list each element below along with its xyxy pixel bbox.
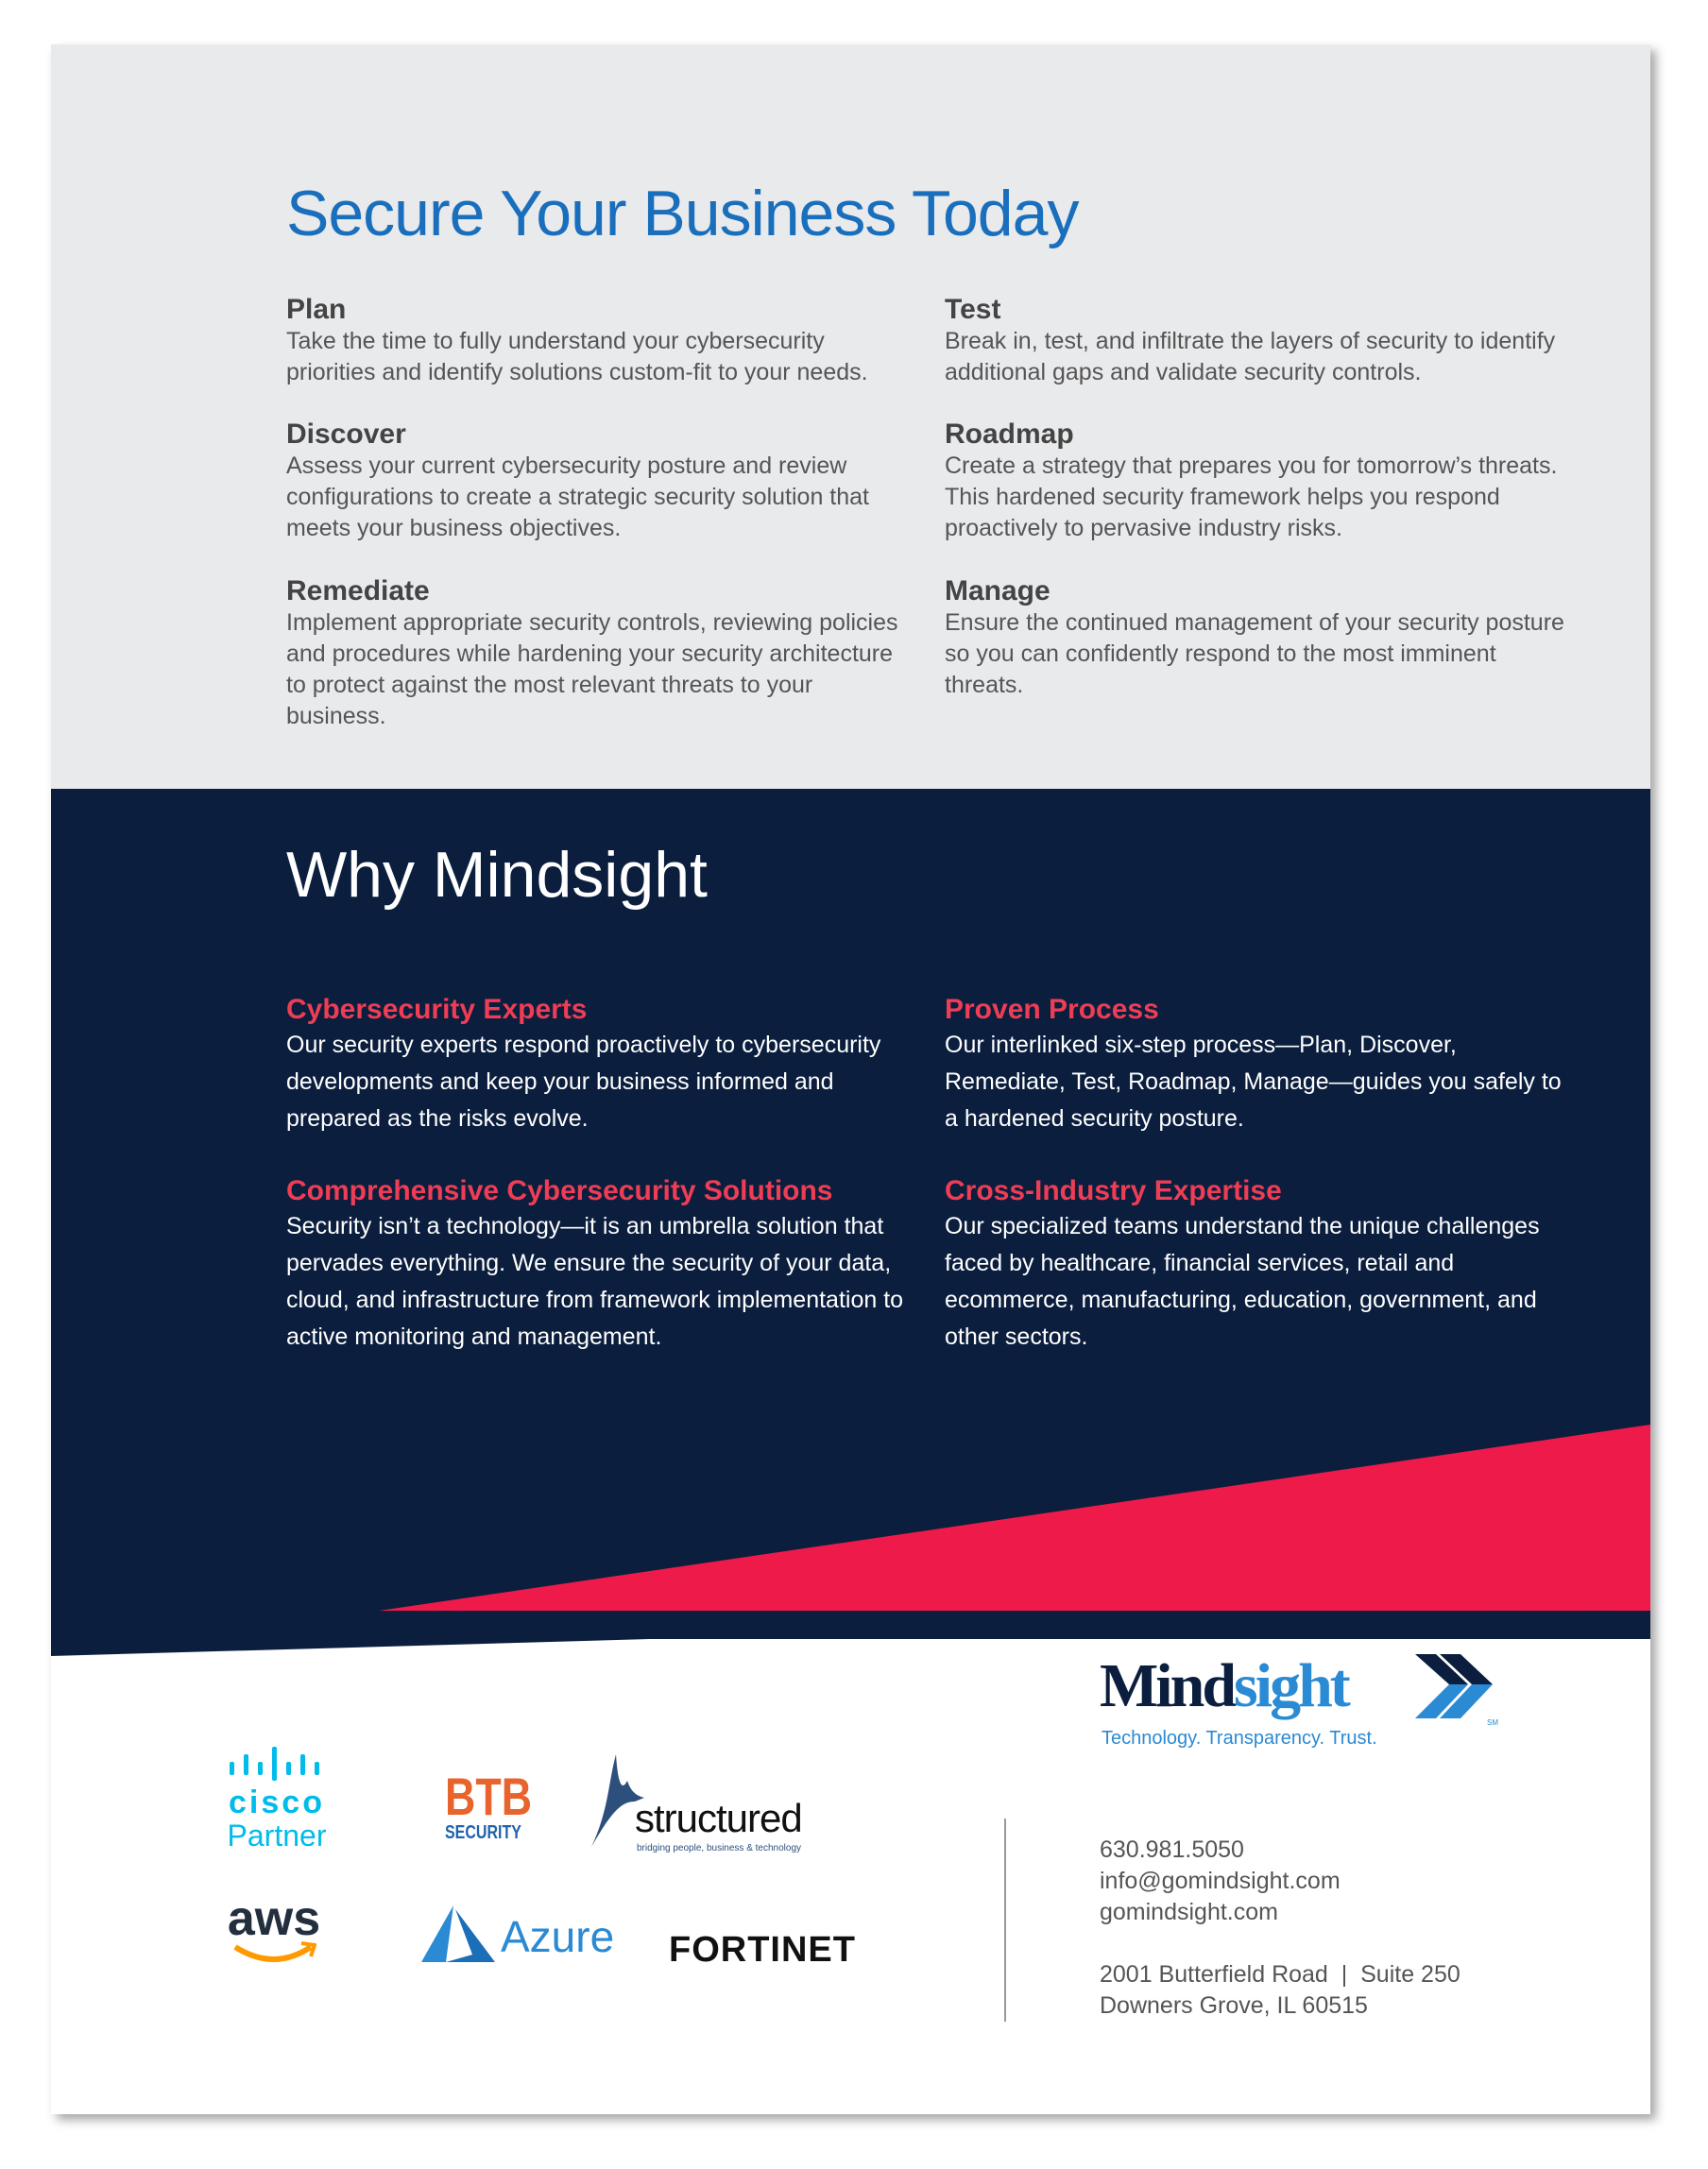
page-title: Secure Your Business Today [286, 178, 1079, 249]
contact-info [1100, 1835, 1460, 2022]
why-text: Security isn’t a technology—it is an umbrella solution that pervades everything. We ensure the security of your data, cloud, and infrastructure from framework implementation to active monitoring and management. [286, 1213, 904, 1350]
aws-wordmark: aws [227, 1891, 321, 1946]
why-heading: Cross-Industry Expertise [945, 1175, 1282, 1206]
btb-sub-label: SECURITY [445, 1822, 521, 1843]
service-text: Ensure the continued management of your security posture so you can confidently respond to the most imminent threats. [945, 609, 1564, 698]
vertical-divider [1004, 1819, 1006, 2022]
aws-smile-icon [231, 1941, 316, 1968]
azure-mark-icon [421, 1905, 497, 1964]
aws-logo [227, 1891, 321, 1973]
azure-logo [421, 1905, 629, 1972]
contact-website[interactable]: gomindsight.com [1100, 1899, 1278, 1925]
mindsight-wordmark-sight: sight [1234, 1651, 1348, 1720]
contact-phone[interactable]: 630.981.5050 [1100, 1836, 1244, 1863]
cisco-partner-label: Partner [227, 1819, 327, 1853]
azure-wordmark: Azure [501, 1912, 615, 1961]
page [51, 44, 1650, 2114]
contact-address-line2: Downers Grove, IL 60515 [1100, 1992, 1368, 2019]
why-item [945, 993, 1568, 1137]
why-heading: Comprehensive Cybersecurity Solutions [286, 1175, 833, 1206]
why-item [286, 993, 910, 1137]
service-heading: Manage [945, 575, 1050, 606]
service-mark: SM [1487, 1718, 1498, 1727]
mindsight-tagline: Technology. Transparency. Trust. [1102, 1728, 1377, 1749]
services-section [51, 44, 1650, 789]
contact-email[interactable]: info@gomindsight.com [1100, 1868, 1341, 1894]
service-manage [945, 575, 1568, 701]
service-roadmap [945, 418, 1568, 544]
service-text: Create a strategy that prepares you for tomorrow’s threats. This hardened security framework helps you respond proactively to pervasive industry risks. [945, 453, 1558, 541]
service-remediate [286, 575, 910, 732]
service-text: Take the time to fully understand your cybersecurity priorities and identify solutions custom-fit to your needs. [286, 328, 868, 385]
diagonal-banner [51, 1367, 1650, 1669]
cisco-logo [225, 1747, 329, 1852]
structured-wordmark: structured [635, 1796, 802, 1840]
why-text: Our interlinked six-step process—Plan, Discover, Remediate, Test, Roadmap, Manage—guides you safely to a hardened security posture. [945, 1032, 1562, 1132]
why-text: Our specialized teams understand the unique challenges faced by healthcare, financial services, retail and ecommerce, manufacturing, education, government, and other sectors. [945, 1213, 1540, 1350]
why-left-column [286, 993, 910, 1350]
service-heading: Plan [286, 294, 347, 325]
service-heading: Discover [286, 418, 406, 450]
cisco-bars-icon [228, 1747, 326, 1781]
mindsight-wordmark-mind: Mind [1100, 1651, 1235, 1720]
service-test [945, 294, 1568, 388]
why-text: Our security experts respond proactively to cybersecurity developments and keep your business informed and prepared as the risks evolve. [286, 1032, 881, 1132]
service-heading: Roadmap [945, 418, 1074, 450]
why-item [945, 1174, 1568, 1356]
structured-logo [589, 1754, 816, 1858]
why-heading: Cybersecurity Experts [286, 994, 588, 1025]
service-discover [286, 418, 910, 544]
service-heading: Test [945, 294, 1001, 325]
btb-security-logo [436, 1767, 533, 1844]
service-plan [286, 294, 910, 388]
structured-tagline: bridging people, business & technology [637, 1843, 802, 1853]
btb-wordmark: BTB [445, 1767, 533, 1826]
why-item [286, 1174, 910, 1356]
service-text: Break in, test, and infiltrate the layers of security to identify additional gaps and validate security controls. [945, 328, 1556, 385]
mindsight-logo [1100, 1650, 1515, 1754]
services-left-column [286, 294, 910, 729]
service-heading: Remediate [286, 575, 430, 606]
mindsight-chevrons-icon [1411, 1650, 1506, 1722]
service-text: Implement appropriate security controls, reviewing policies and procedures while hardening your security architecture to protect against the most relevant threats to your business. [286, 609, 898, 729]
why-title: Why Mindsight [286, 839, 708, 911]
contact-address-line1: 2001 Butterfield Road | Suite 250 [1100, 1961, 1460, 1988]
fortinet-logo: FORTINET [669, 1930, 856, 1970]
cisco-wordmark: cisco [229, 1785, 325, 1820]
services-right-column [945, 294, 1568, 698]
why-heading: Proven Process [945, 994, 1159, 1025]
service-text: Assess your current cybersecurity posture and review configurations to create a strategic security solution that meets your business objectives. [286, 453, 869, 541]
why-right-column [945, 993, 1568, 1350]
